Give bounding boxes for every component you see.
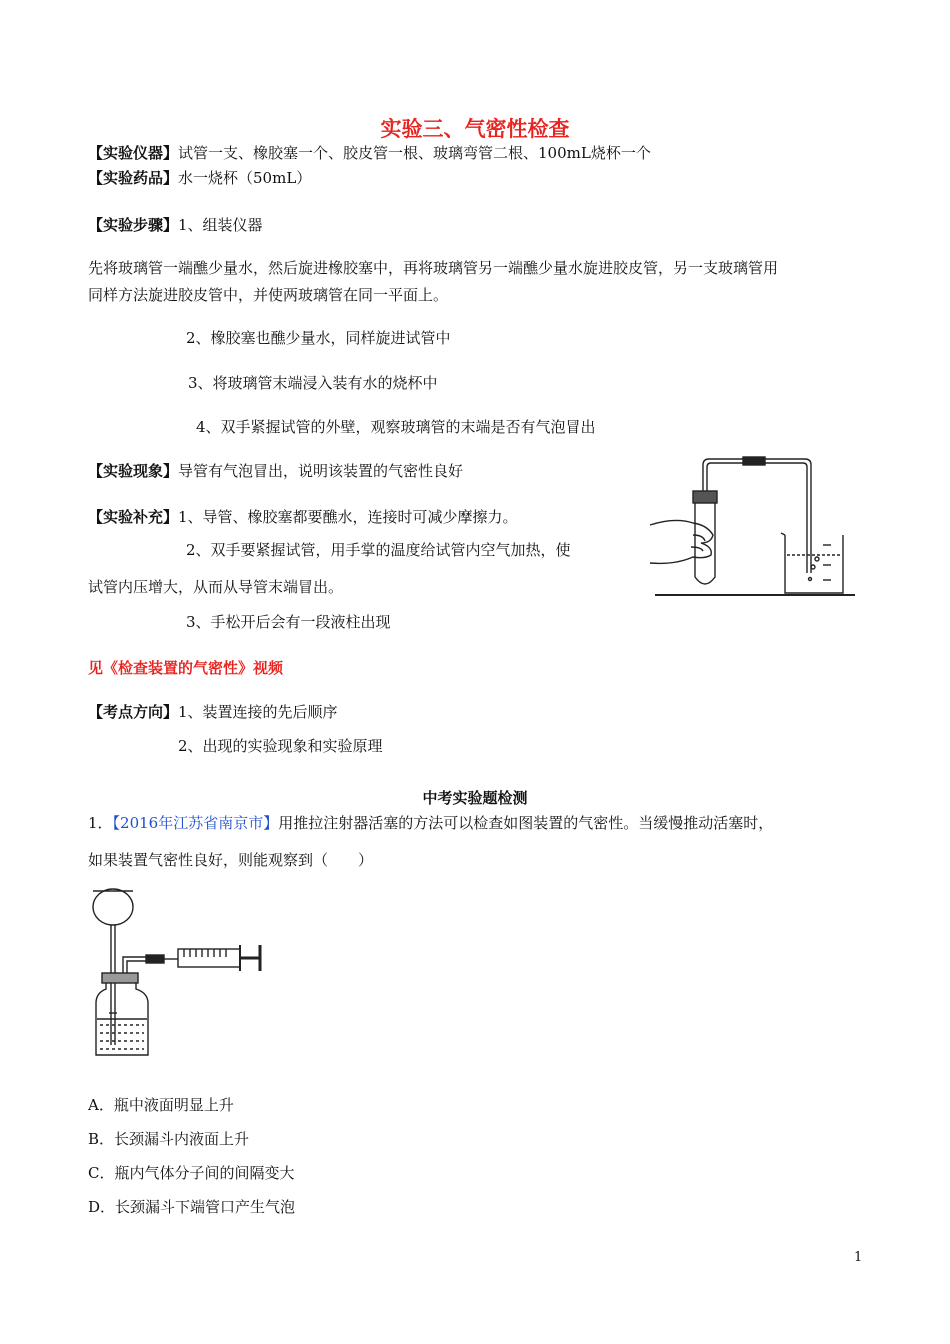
supplement-line1	[88, 507, 518, 527]
question-text-line1: 用推拉注射器活塞的方法可以检查如图装置的气密性。当缓慢推动活塞时，	[278, 814, 774, 832]
steps-paragraph-line2: 同样方法旋进胶皮管中，并使两玻璃管在同一平面上。	[88, 286, 449, 304]
reagents-label: 【实验药品】	[88, 169, 179, 187]
option-c[interactable]: C．瓶内气体分子间的间隔变大	[88, 1164, 295, 1182]
video-note[interactable]: 见《检查装置的气密性》视频	[88, 659, 284, 677]
instruments-text: 试管一支、橡胶塞一个、胶皮管一根、玻璃弯管二根、100mL烧杯一个	[178, 144, 651, 162]
step-4: 4、双手紧握试管的外壁，观察玻璃管的末端是否有气泡冒出	[196, 418, 596, 436]
question-text-line2: 如果装置气密性良好，则能观察到（ ）	[88, 851, 374, 869]
exam-point-2: 2、出现的实验现象和实验原理	[178, 737, 383, 755]
page-number: 1	[854, 1250, 863, 1265]
steps-line	[88, 215, 263, 235]
phenomenon-label: 【实验现象】	[88, 462, 179, 480]
supplement-item3: 3、手松开后会有一段液柱出现	[186, 613, 391, 631]
supplement-label: 【实验补充】	[88, 508, 179, 526]
question-number: 1．	[88, 814, 113, 832]
option-b[interactable]: B．长颈漏斗内液面上升	[88, 1130, 250, 1148]
step-3: 3、将玻璃管末端浸入装有水的烧杯中	[188, 374, 438, 392]
exam-points-line1	[88, 702, 338, 722]
supplement-item1: 1、导管、橡胶塞都要醮水，连接时可减少摩擦力。	[178, 508, 518, 526]
reagents-line	[88, 168, 311, 188]
steps-paragraph-line1: 先将玻璃管一端醮少量水，然后旋进橡胶塞中，再将玻璃管另一端醮少量水旋进胶皮管，另一支玻璃管用	[88, 259, 779, 277]
supplement-item2-line2: 试管内压增大，从而从导管末端冒出。	[88, 578, 344, 596]
exam-point-1: 1、装置连接的先后顺序	[178, 703, 338, 721]
steps-label: 【实验步骤】	[88, 216, 179, 234]
page-title: 实验三、气密性检查	[380, 116, 570, 141]
syringe-bottle-figure	[88, 885, 278, 1060]
phenomenon-text: 导管有气泡冒出，说明该装置的气密性良好	[178, 462, 464, 480]
step-2: 2、橡胶塞也醮少量水，同样旋进试管中	[186, 329, 451, 347]
instruments-line	[88, 143, 651, 163]
airtightness-apparatus-figure	[645, 455, 860, 600]
phenomenon-line	[88, 461, 463, 481]
question-line1	[88, 813, 773, 833]
section-title: 中考实验题检测	[422, 789, 528, 807]
instruments-label: 【实验仪器】	[88, 144, 179, 162]
option-a[interactable]: A．瓶中液面明显上升	[88, 1096, 234, 1114]
exam-points-label: 【考点方向】	[88, 703, 179, 721]
step-1: 1、组装仪器	[178, 216, 263, 234]
supplement-item2-line1: 2、双手要紧握试管，用手掌的温度给试管内空气加热，使	[186, 541, 571, 559]
reagents-text: 水一烧杯（50mL）	[178, 169, 312, 187]
question-source[interactable]: 【2016年江苏省南京市】	[112, 814, 279, 832]
option-d[interactable]: D．长颈漏斗下端管口产生气泡	[88, 1198, 296, 1216]
